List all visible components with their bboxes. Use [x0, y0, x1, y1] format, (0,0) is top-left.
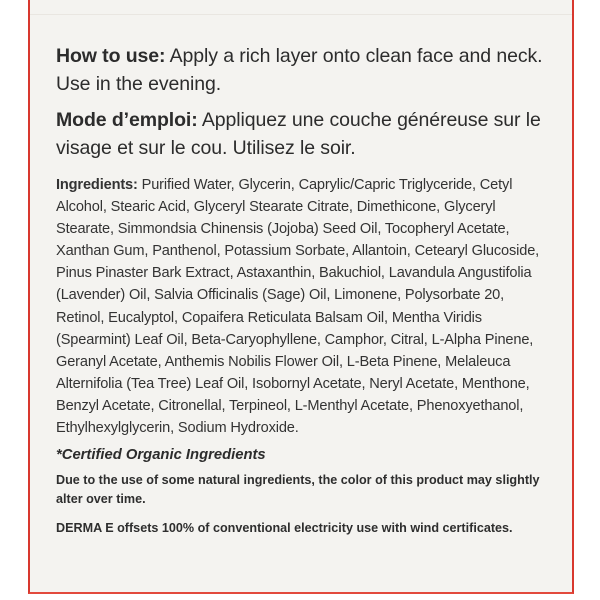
how-to-use-paragraph — [56, 42, 546, 98]
how-to-use-text: Apply a rich layer onto clean face and neck. Use in the evening. — [56, 45, 543, 95]
ingredients-paragraph — [56, 174, 546, 439]
package-panel — [28, 0, 574, 594]
certified-organic-note: *Certified Organic Ingredients — [56, 447, 266, 464]
ingredients-list: Purified Water, Glycerin, Caprylic/Capric Triglyceride, Cetyl Alcohol, Stearic Acid, Glyceryl Stearate Citrate, Dimethicone, Glyceryl Stearate, Simmondsia Chinensis (Jojoba) Seed Oil, Tocopheryl Acetate, Xanthan Gum, Panthenol, Potassium Sorbate, Allantoin, Cetearyl Glucoside, Pinus Pinaster Bark Extract, Astaxanthin, Bakuchiol, Lavandula Angustifolia (Lavender) Oil, Salvia Officinalis (Sage) Oil, Limonene, Polysorbate 20, Retinol, Eucalyptol, Copaifera Reticulata Balsam Oil, Mentha Viridis (Spearmint) Leaf Oil, Beta-Caryophyllene, Camphor, Citral, L-Alpha Pinene, Geranyl Acetate, Anthemis Nobilis Flower Oil, L-Beta Pinene, Melaleuca Alternifolia (Tea Tree) Leaf Oil, Isobornyl Acetate, Neryl Acetate, Menthone, Benzyl Acetate, Citronellal, Terpineol, L-Menthyl Acetate, Phenoxyethanol, Ethylhexylglycerin, Sodium Hydroxide. — [56, 177, 540, 437]
how-to-use-label: How to use: — [56, 45, 166, 67]
mode-emploi-text: Appliquez une couche généreuse sur le visage et sur le cou. Utilisez le soir. — [56, 109, 541, 159]
label-content — [56, 42, 546, 538]
mode-emploi-label: Mode d’emploi: — [56, 109, 198, 131]
color-variation-note: Due to the use of some natural ingredients, the color of this product may slightly alter over time. — [56, 473, 540, 507]
electricity-offset-note: DERMA E offsets 100% of conventional electricity use with wind certificates. — [56, 521, 513, 536]
package-top-edge — [30, 0, 572, 15]
ingredients-label: Ingredients: — [56, 177, 138, 193]
mode-emploi-paragraph — [56, 106, 546, 162]
